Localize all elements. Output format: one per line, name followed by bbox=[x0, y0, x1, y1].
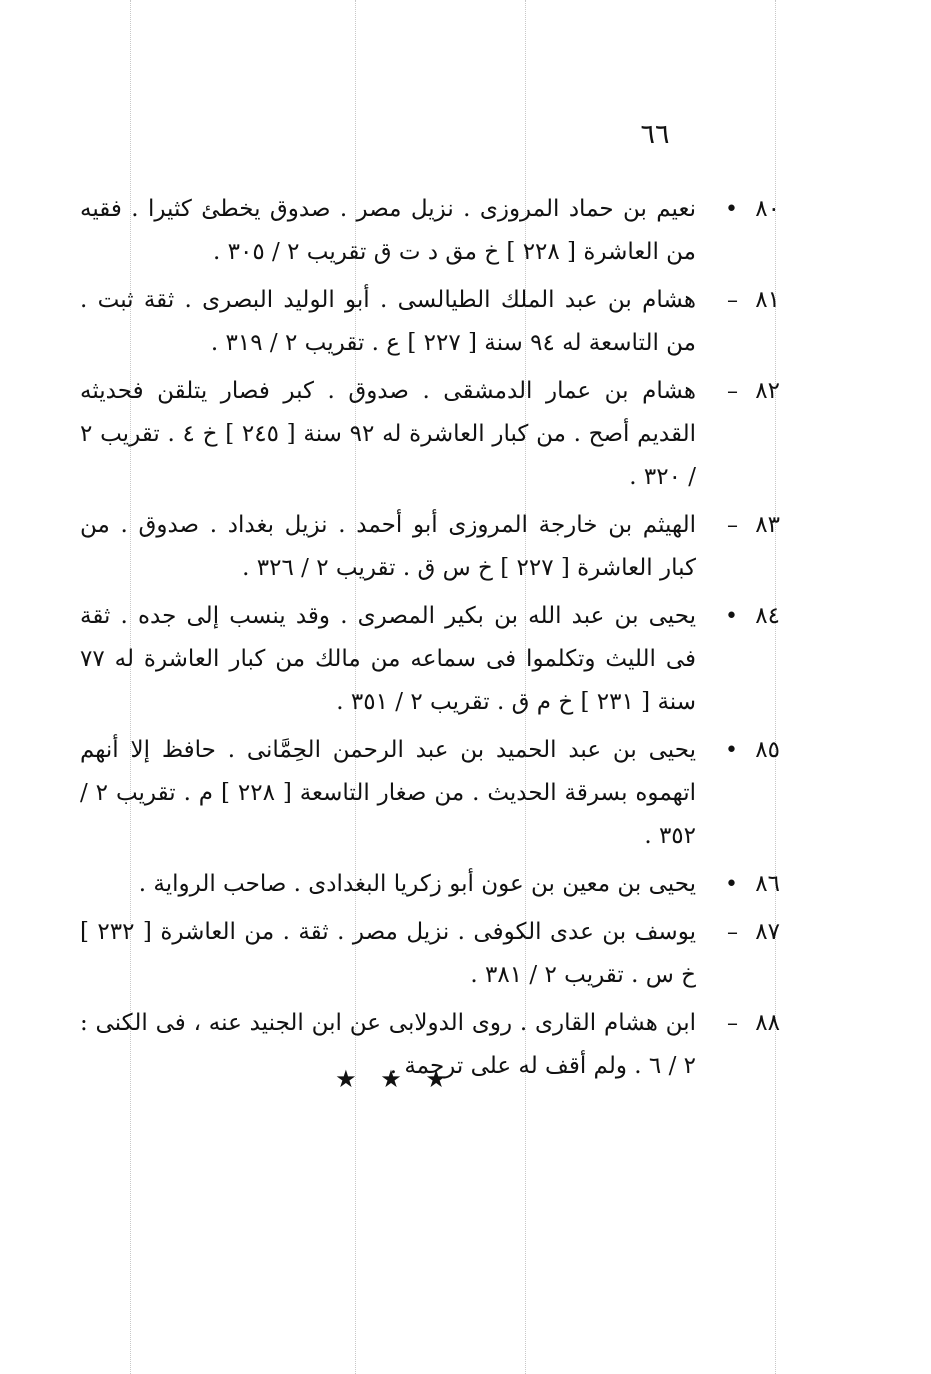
page-number: ٦٦ bbox=[640, 119, 670, 150]
entry-text: هشام بن عمار الدمشقى . صدوق . كبر فصار يتلقن فحديثه القديم أصح . من كبار العاشرة له ٩٢ سنة [ ٢٤٥ ] خ ٤ . تقريب ٢ / ٣٢٠ . bbox=[80, 378, 696, 490]
entry-marker-dash: – bbox=[727, 513, 738, 538]
entry-81 bbox=[80, 279, 780, 365]
entry-text: ابن هشام القارى . روى الدولابى عن ابن الجنيد عنه ، فى الكنى : ٢ / ٦ . ولم أقف له على ترجمة . bbox=[80, 1010, 696, 1079]
entry-text: الهيثم بن خارجة المروزى أبو أحمد . نزيل بغداد . صدوق . من كبار العاشرة [ ٢٢٧ ] خ س ق . تقريب ٢ / ٣٢٦ . bbox=[80, 512, 696, 581]
entry-number: ٨٠ bbox=[755, 196, 780, 222]
entry-text: يحيى بن عبد الله بن بكير المصرى . وقد ينسب إلى جده . ثقة فى الليث وتكلموا فى سماعه من مالك من كبار العاشرة له ٧٧ سنة [ ٢٣١ ] خ م ق . تقريب ٢ / ٣٥١ . bbox=[80, 603, 696, 715]
entry-marker-dash: – bbox=[727, 1011, 738, 1036]
entry-marker-bullet: • bbox=[725, 872, 738, 897]
entry-text: هشام بن عبد الملك الطيالسى . أبو الوليد البصرى . ثقة ثبت . من التاسعة له ٩٤ سنة [ ٢٢٧ ] ع . تقريب ٢ / ٣١٩ . bbox=[80, 287, 696, 356]
entry-marker-bullet: • bbox=[725, 604, 738, 629]
entry-number: ٨٥ bbox=[755, 737, 780, 763]
entry-marker-dash: – bbox=[727, 379, 738, 404]
entry-text: يوسف بن عدى الكوفى . نزيل مصر . ثقة . من العاشرة [ ٢٣٢ ] خ س . تقريب ٢ / ٣٨١ . bbox=[80, 919, 696, 988]
entry-number: ٨٢ bbox=[755, 378, 780, 404]
entry-85 bbox=[80, 729, 780, 858]
entry-marker-bullet: • bbox=[725, 197, 738, 222]
entry-number: ٨٨ bbox=[755, 1010, 780, 1036]
entry-86 bbox=[80, 863, 780, 906]
entry-82 bbox=[80, 370, 780, 499]
entry-84 bbox=[80, 595, 780, 724]
entry-marker-dash: – bbox=[727, 288, 738, 313]
entry-marker-bullet: • bbox=[725, 738, 738, 763]
entry-number: ٨٧ bbox=[755, 919, 780, 945]
entry-number: ٨٦ bbox=[755, 871, 780, 897]
entry-83 bbox=[80, 504, 780, 590]
entry-number: ٨٣ bbox=[755, 512, 780, 538]
entry-87 bbox=[80, 911, 780, 997]
section-separator-stars: ★ ★ ★ bbox=[335, 1065, 455, 1093]
entry-number: ٨١ bbox=[755, 287, 780, 313]
entry-text: نعيم بن حماد المروزى . نزيل مصر . صدوق يخطئ كثيرا . فقيه من العاشرة [ ٢٢٨ ] خ مق د ت ق تقريب ٢ / ٣٠٥ . bbox=[80, 196, 696, 265]
entry-text: يحيى بن معين بن عون أبو زكريا البغدادى . صاحب الرواية . bbox=[138, 871, 696, 897]
entry-text: يحيى بن عبد الحميد بن عبد الرحمن الحِمَّانى . حافظ إلا أنهم اتهموه بسرقة الحديث . من صغار التاسعة [ ٢٢٨ ] م . تقريب ٢ / ٣٥٢ . bbox=[80, 737, 697, 849]
entry-marker-dash: – bbox=[727, 920, 738, 945]
entry-80 bbox=[80, 188, 780, 274]
entry-number: ٨٤ bbox=[755, 603, 780, 629]
entries-list bbox=[80, 188, 780, 1093]
